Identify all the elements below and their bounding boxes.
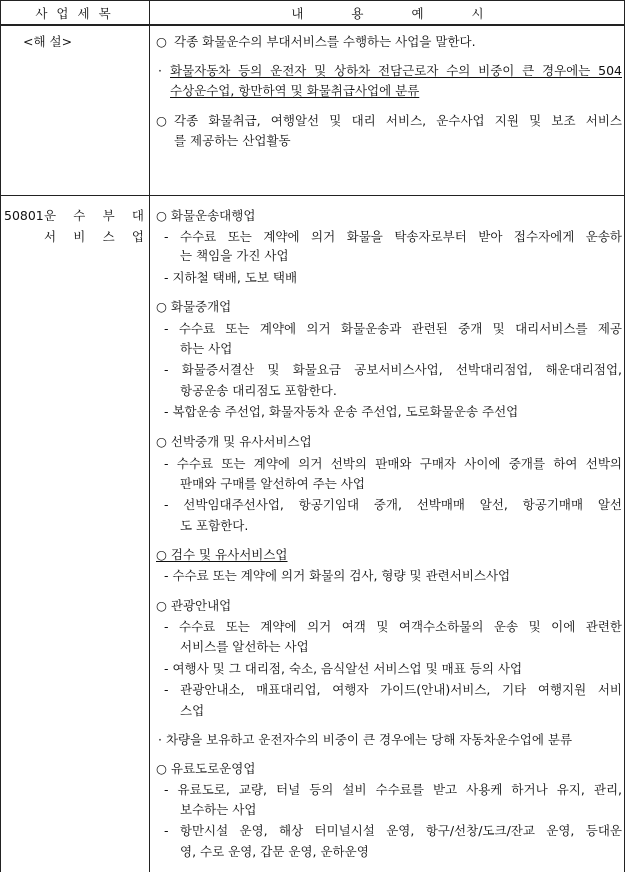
example-line: - 수수료 또는 계약에 의거 화물을 탁송자로부터 받아 접수자에게 운송하 [164, 229, 622, 244]
example-line: - 여행사 및 그 대리점, 숙소, 음식알선 서비스업 및 매표 등의 사업 [164, 661, 523, 676]
example-line: - 화물증서결산 및 화물요금 공보서비스사업, 선박대리점업, 해운대리점업, [164, 362, 622, 377]
example-line: - 수수료 또는 계약에 의거 여객 및 여객수소하물의 운송 및 이에 관련한 [164, 619, 622, 634]
example-line: 도 포함한다. [180, 518, 249, 533]
example-line: - 유료도로, 교량, 터널 등의 설비 수수료를 받고 사용케 하거나 유지, 관리, [164, 782, 622, 797]
example-line: 보수하는 사업 [180, 802, 257, 817]
group-title-underlined: ○ 검수 및 유사서비스업 [156, 547, 288, 562]
example-line: 서비스를 알선하는 사업 [180, 639, 309, 654]
expl-line: 각종 화물취급, 여행알선 및 대리 서비스, 운수사업 지원 및 보조 서비스 [174, 113, 622, 128]
column-divider [149, 0, 150, 872]
classification-note: · 차량을 보유하고 운전자수의 비중이 큰 경우에는 당해 자동차운수업에 분류 [158, 732, 573, 747]
expl-bullet-dot: · [158, 63, 162, 78]
example-line: - 관광안내소, 매표대리업, 여행자 가이드(안내)서비스, 기타 여행지원 서비 [164, 682, 622, 697]
header-examples: 내 용 예 시 [291, 6, 484, 21]
row-divider [0, 195, 625, 196]
industry-code: 50801 [4, 208, 44, 223]
example-line: 하는 사업 [180, 341, 233, 356]
example-line: 영, 수로 운영, 갑문 운영, 운하운영 [180, 844, 369, 859]
group-title: ○ 화물운송대행업 [156, 208, 256, 223]
example-line: 판매와 구매를 알선하여 주는 사업 [180, 476, 365, 491]
expl-line-underlined: 화물자동차 등의 운전자 및 상하차 전담근로자 수의 비중이 큰 경우에는 504 [170, 63, 622, 78]
group-title: ○ 유료도로운영업 [156, 761, 256, 776]
example-line: - 복합운송 주선업, 화물자동차 운송 주선업, 도로화물운송 주선업 [164, 404, 519, 419]
example-line: 는 책임을 가진 사업 [180, 248, 289, 263]
group-title: ○ 선박중개 및 유사서비스업 [156, 434, 312, 449]
example-line: - 수수료 또는 계약에 의거 화물의 검사, 형량 및 관련서비스사업 [164, 568, 511, 583]
example-line: - 지하철 택배, 도보 택배 [164, 270, 298, 285]
table-header [0, 0, 625, 26]
explanation-label: <해 설> [23, 34, 73, 49]
header-industry-item: 사업세목 [35, 6, 120, 21]
industry-name: 서 비 스 업 [44, 229, 144, 244]
group-title: ○ 화물중개업 [156, 299, 232, 314]
example-line: - 수수료 또는 계약에 의거 선박의 판매와 구매자 사이에 중개를 하여 선박의 [164, 456, 622, 471]
example-line: - 항만시설 운영, 해상 터미널시설 운영, 항구/선창/도크/잔교 운영, 등대운 [164, 823, 622, 838]
expl-line-underlined: 수상운수업, 항만하역 및 화물취급사업에 분류 [170, 83, 420, 98]
expl-line: 각종 화물운수의 부대서비스를 수행하는 사업을 말한다. [174, 34, 476, 49]
group-title: ○ 관광안내업 [156, 598, 232, 613]
industry-name: 운 수 부 대 [44, 208, 144, 223]
expl-line: 를 제공하는 산업활동 [174, 133, 291, 148]
example-line: - 수수료 또는 계약에 의거 화물운송과 관련된 중개 및 대리서비스를 제공 [164, 321, 622, 336]
expl-bullet-circle: ○ [156, 34, 167, 49]
expl-bullet-circle: ○ [156, 113, 167, 128]
example-line: 항공운송 대리점도 포함한다. [180, 383, 337, 398]
example-line: 스업 [180, 703, 205, 718]
example-line: - 선박임대주선사업, 항공기임대 중개, 선박매매 알선, 항공기매매 알선 [164, 497, 622, 512]
